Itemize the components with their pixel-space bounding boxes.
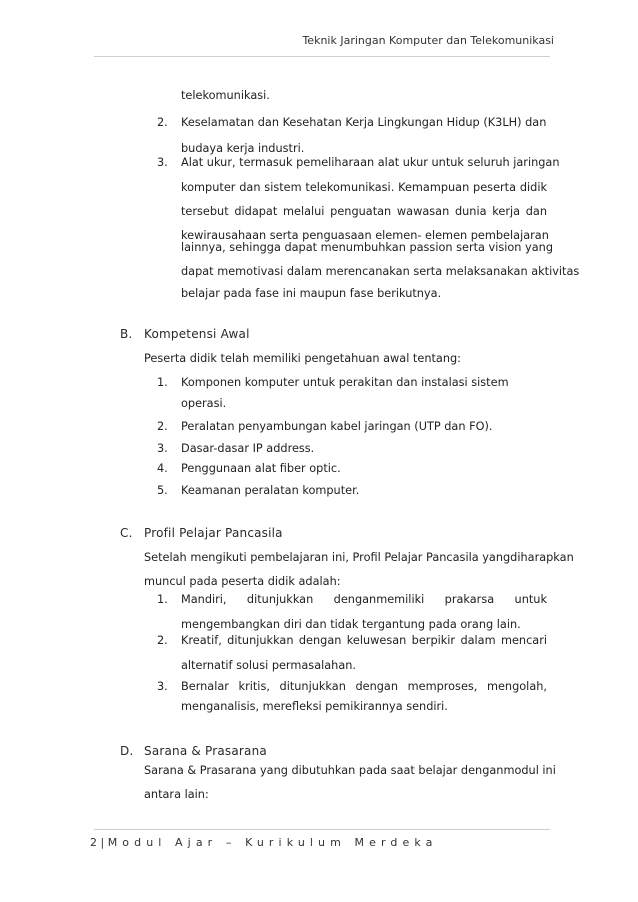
list-item-text: Penggunaan alat fiber optic. xyxy=(181,462,341,475)
list-item-text: alternatif solusi permasalahan. xyxy=(181,659,357,672)
list-item-text: lainnya, sehingga dapat menumbuhkan passion serta vision yang xyxy=(181,241,553,254)
section-title: Kompetensi Awal xyxy=(144,327,250,341)
section-intro: Peserta didik telah memiliki pengetahuan awal tentang: xyxy=(144,352,461,365)
section-intro: Setelah mengikuti pembelajaran ini, Profil Pelajar Pancasila yangdiharapkan xyxy=(144,551,574,564)
list-item-text: Komponen komputer untuk perakitan dan instalasi sistem xyxy=(181,376,509,389)
page-footer xyxy=(90,836,438,849)
footer-divider xyxy=(94,829,550,830)
section-title: Profil Pelajar Pancasila xyxy=(144,526,283,540)
section-letter: B. xyxy=(120,327,133,341)
section-intro: Sarana & Prasarana yang dibutuhkan pada saat belajar denganmodul ini xyxy=(144,764,556,777)
list-item-text: tersebut didapat melalui penguatan wawasan dunia kerja dan xyxy=(181,205,547,218)
list-item-text: komputer dan sistem telekomunikasi. Kemampuan peserta didik xyxy=(181,181,547,194)
list-item-text: Keamanan peralatan komputer. xyxy=(181,484,360,497)
list-item-text: Mandiri, ditunjukkan denganmemiliki prakarsa untuk xyxy=(181,593,547,606)
list-item-text: mengembangkan diri dan tidak tergantung pada orang lain. xyxy=(181,618,521,631)
list-item-text: menganalisis, merefleksi pemikirannya sendiri. xyxy=(181,700,448,713)
footer-separator: | xyxy=(100,836,105,849)
section-intro: muncul pada peserta didik adalah: xyxy=(144,575,341,588)
list-number: 2. xyxy=(157,420,168,433)
list-number: 3. xyxy=(157,442,168,455)
section-heading-d xyxy=(120,744,267,758)
list-number: 2. xyxy=(157,116,168,129)
list-item-text: Bernalar kritis, ditunjukkan dengan memproses, mengolah, xyxy=(181,680,547,693)
header-divider xyxy=(94,56,550,57)
section-letter: C. xyxy=(120,526,133,540)
list-number: 5. xyxy=(157,484,168,497)
list-number: 2. xyxy=(157,634,168,647)
section-intro: antara lain: xyxy=(144,788,209,801)
section-heading-b xyxy=(120,327,250,341)
section-title: Sarana & Prasarana xyxy=(144,744,267,758)
list-item-text: kewirausahaan serta penguasaan elemen- elemen pembelajaran xyxy=(181,229,549,242)
list-item-text: Keselamatan dan Kesehatan Kerja Lingkungan Hidup (K3LH) dan xyxy=(181,116,547,129)
list-item-text: Alat ukur, termasuk pemeliharaan alat ukur untuk seluruh jaringan xyxy=(181,156,560,169)
list-item-text: Dasar-dasar IP address. xyxy=(181,442,315,455)
section-letter: D. xyxy=(120,744,134,758)
list-item-text: budaya kerja industri. xyxy=(181,142,305,155)
list-number: 1. xyxy=(157,376,168,389)
list-continuation: telekomunikasi. xyxy=(181,89,270,102)
list-item-text: dapat memotivasi dalam merencanakan serta melaksanakan aktivitas xyxy=(181,265,580,278)
list-number: 1. xyxy=(157,593,168,606)
section-heading-c xyxy=(120,526,283,540)
running-header: Teknik Jaringan Komputer dan Telekomunikasi xyxy=(302,34,554,47)
footer-title: Modul Ajar – Kurikulum Merdeka xyxy=(107,836,438,849)
list-number: 4. xyxy=(157,462,168,475)
list-item-text: Peralatan penyambungan kabel jaringan (UTP dan FO). xyxy=(181,420,493,433)
list-number: 3. xyxy=(157,680,168,693)
list-item-text: Kreatif, ditunjukkan dengan keluwesan berpikir dalam mencari xyxy=(181,634,547,647)
page-number: 2 xyxy=(90,836,97,849)
list-item-text: operasi. xyxy=(181,397,227,410)
list-item-text: belajar pada fase ini maupun fase berikutnya. xyxy=(181,287,442,300)
list-number: 3. xyxy=(157,156,168,169)
